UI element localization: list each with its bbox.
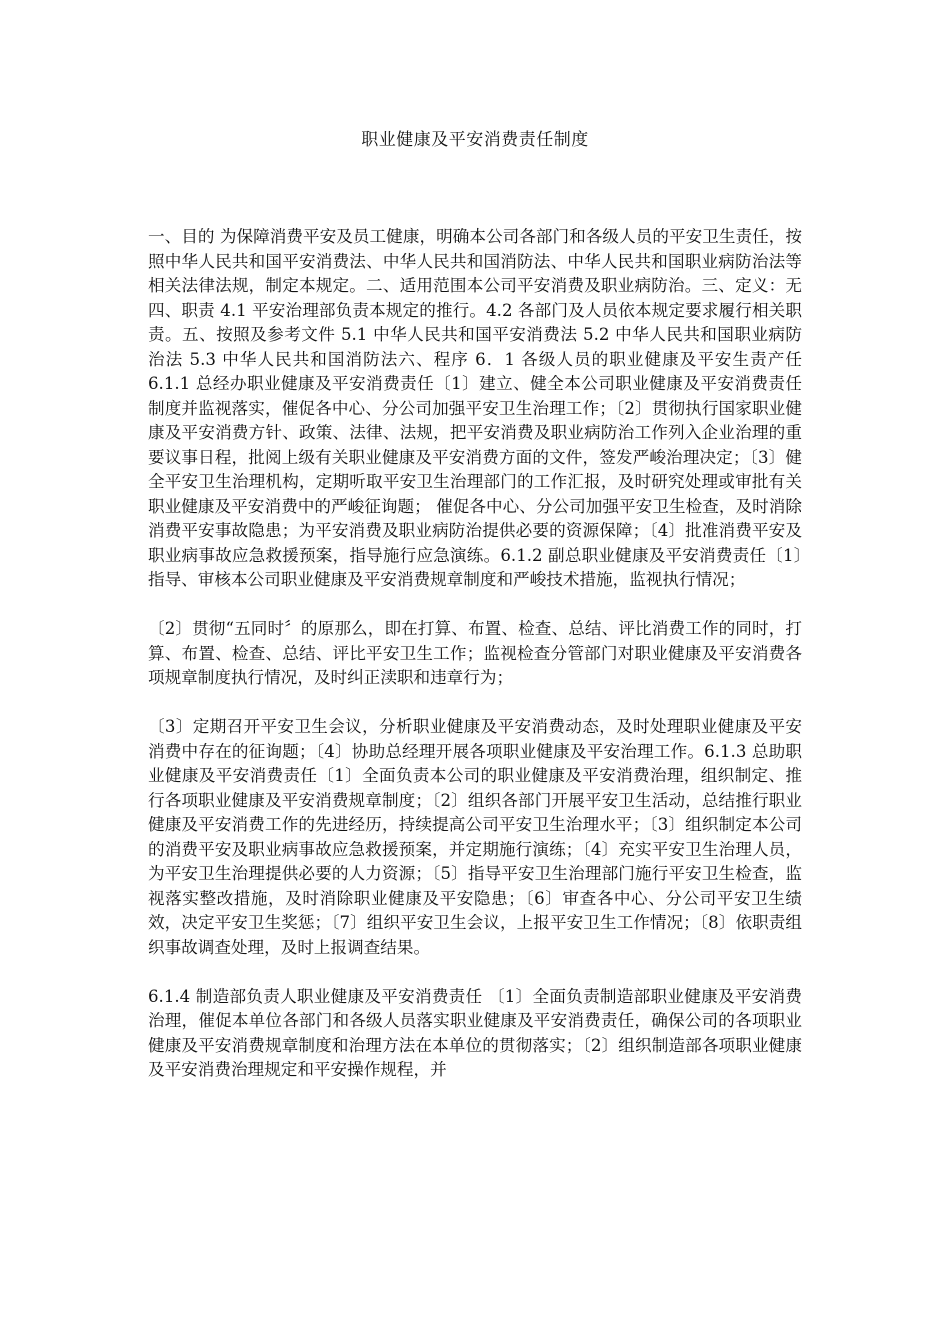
document-title: 职业健康及平安消费责任制度 (361, 130, 589, 150)
paragraph-1: 一、目的 为保障消费平安及员工健康，明确本公司各部门和各级人员的平安卫生责任，按照中华人民共和国平安消费法、中华人民共和国消防法、中华人民共和国职业病防治法等相关法律法规，制定本规定。二、适用范围本公司平安消费及职业病防治。三、定义：无四、职责 4.1 平安治理部负责本规定的推行。4.2 各部门及人员依本规定要求履行相关职责。五、按照及参考文件 5.1 中华人民共和国平安消费法 5.2 中华人民共和国职业病防治法 5.3 中华人民共和国消防法六、程序 6．1 各级人员的职业健康及平安生责产任 6.1.1 总经办职业健康及平安消费责任〔1〕建立、健全本公司职业健康及平安消费责任制度并监视落实，催促各中心、分公司加强平安卫生治理工作；〔2〕贯彻执行国家职业健康及平安消费方针、政策、法律、法规，把平安消费及职业病防治工作列入企业治理的重要议事日程，批阅上级有关职业健康及平安消费方面的文件，签发严峻治理决定；〔3〕健全平安卫生治理机构，定期听取平安卫生治理部门的工作汇报，及时研究处理或审批有关职业健康及平安消费中的严峻征询题； 催促各中心、分公司加强平安卫生检查，及时消除消费平安事故隐患；为平安消费及职业病防治提供必要的资源保障；〔4〕批准消费平安及职业病事故应急救援预案，指导施行应急演练。6.1.2 副总职业健康及平安消费责任〔1〕指导、审核本公司职业健康及平安消费规章制度和严峻技术措施，监视执行情况； (148, 227, 802, 589)
paragraph-2: 〔2〕贯彻“五同时〞的原那么，即在打算、布置、检查、总结、评比消费工作的同时，打算、布置、检查、总结、评比平安卫生工作；监视检查分管部门对职业健康及平安消费各项规章制度执行情况，及时纠正渎职和违章行为； (148, 619, 802, 687)
paragraph-3: 〔3〕定期召开平安卫生会议，分析职业健康及平安消费动态，及时处理职业健康及平安消费中存在的征询题；〔4〕协助总经理开展各项职业健康及平安治理工作。6.1.3 总助职业健康及平安消费责任〔1〕全面负责本公司的职业健康及平安消费治理，组织制定、推行各项职业健康及平安消费规章制度；〔2〕组织各部门开展平安卫生活动，总结推行职业健康及平安消费工作的先进经历，持续提高公司平安卫生治理水平；〔3〕组织制定本公司的消费平安及职业病事故应急救援预案，并定期施行演练；〔4〕充实平安卫生治理人员，为平安卫生治理提供必要的人力资源；〔5〕指导平安卫生治理部门施行平安卫生检查，监视落实整改措施，及时消除职业健康及平安隐患；〔6〕审查各中心、分公司平安卫生绩效，决定平安卫生奖惩；〔7〕组织平安卫生会议，上报平安卫生工作情况；〔8〕依职责组织事故调查处理，及时上报调查结果。 (148, 717, 802, 957)
document-body (148, 225, 802, 1107)
paragraph-4: 6.1.4 制造部负责人职业健康及平安消费责任 〔1〕全面负责制造部职业健康及平安消费治理，催促本单位各部门和各级人员落实职业健康及平安消费责任，确保公司的各项职业健康及平安消费规章制度和治理方法在本单位的贯彻落实；〔2〕组织制造部各项职业健康及平安消费治理规定和平安操作规程，并 (148, 986, 802, 1079)
